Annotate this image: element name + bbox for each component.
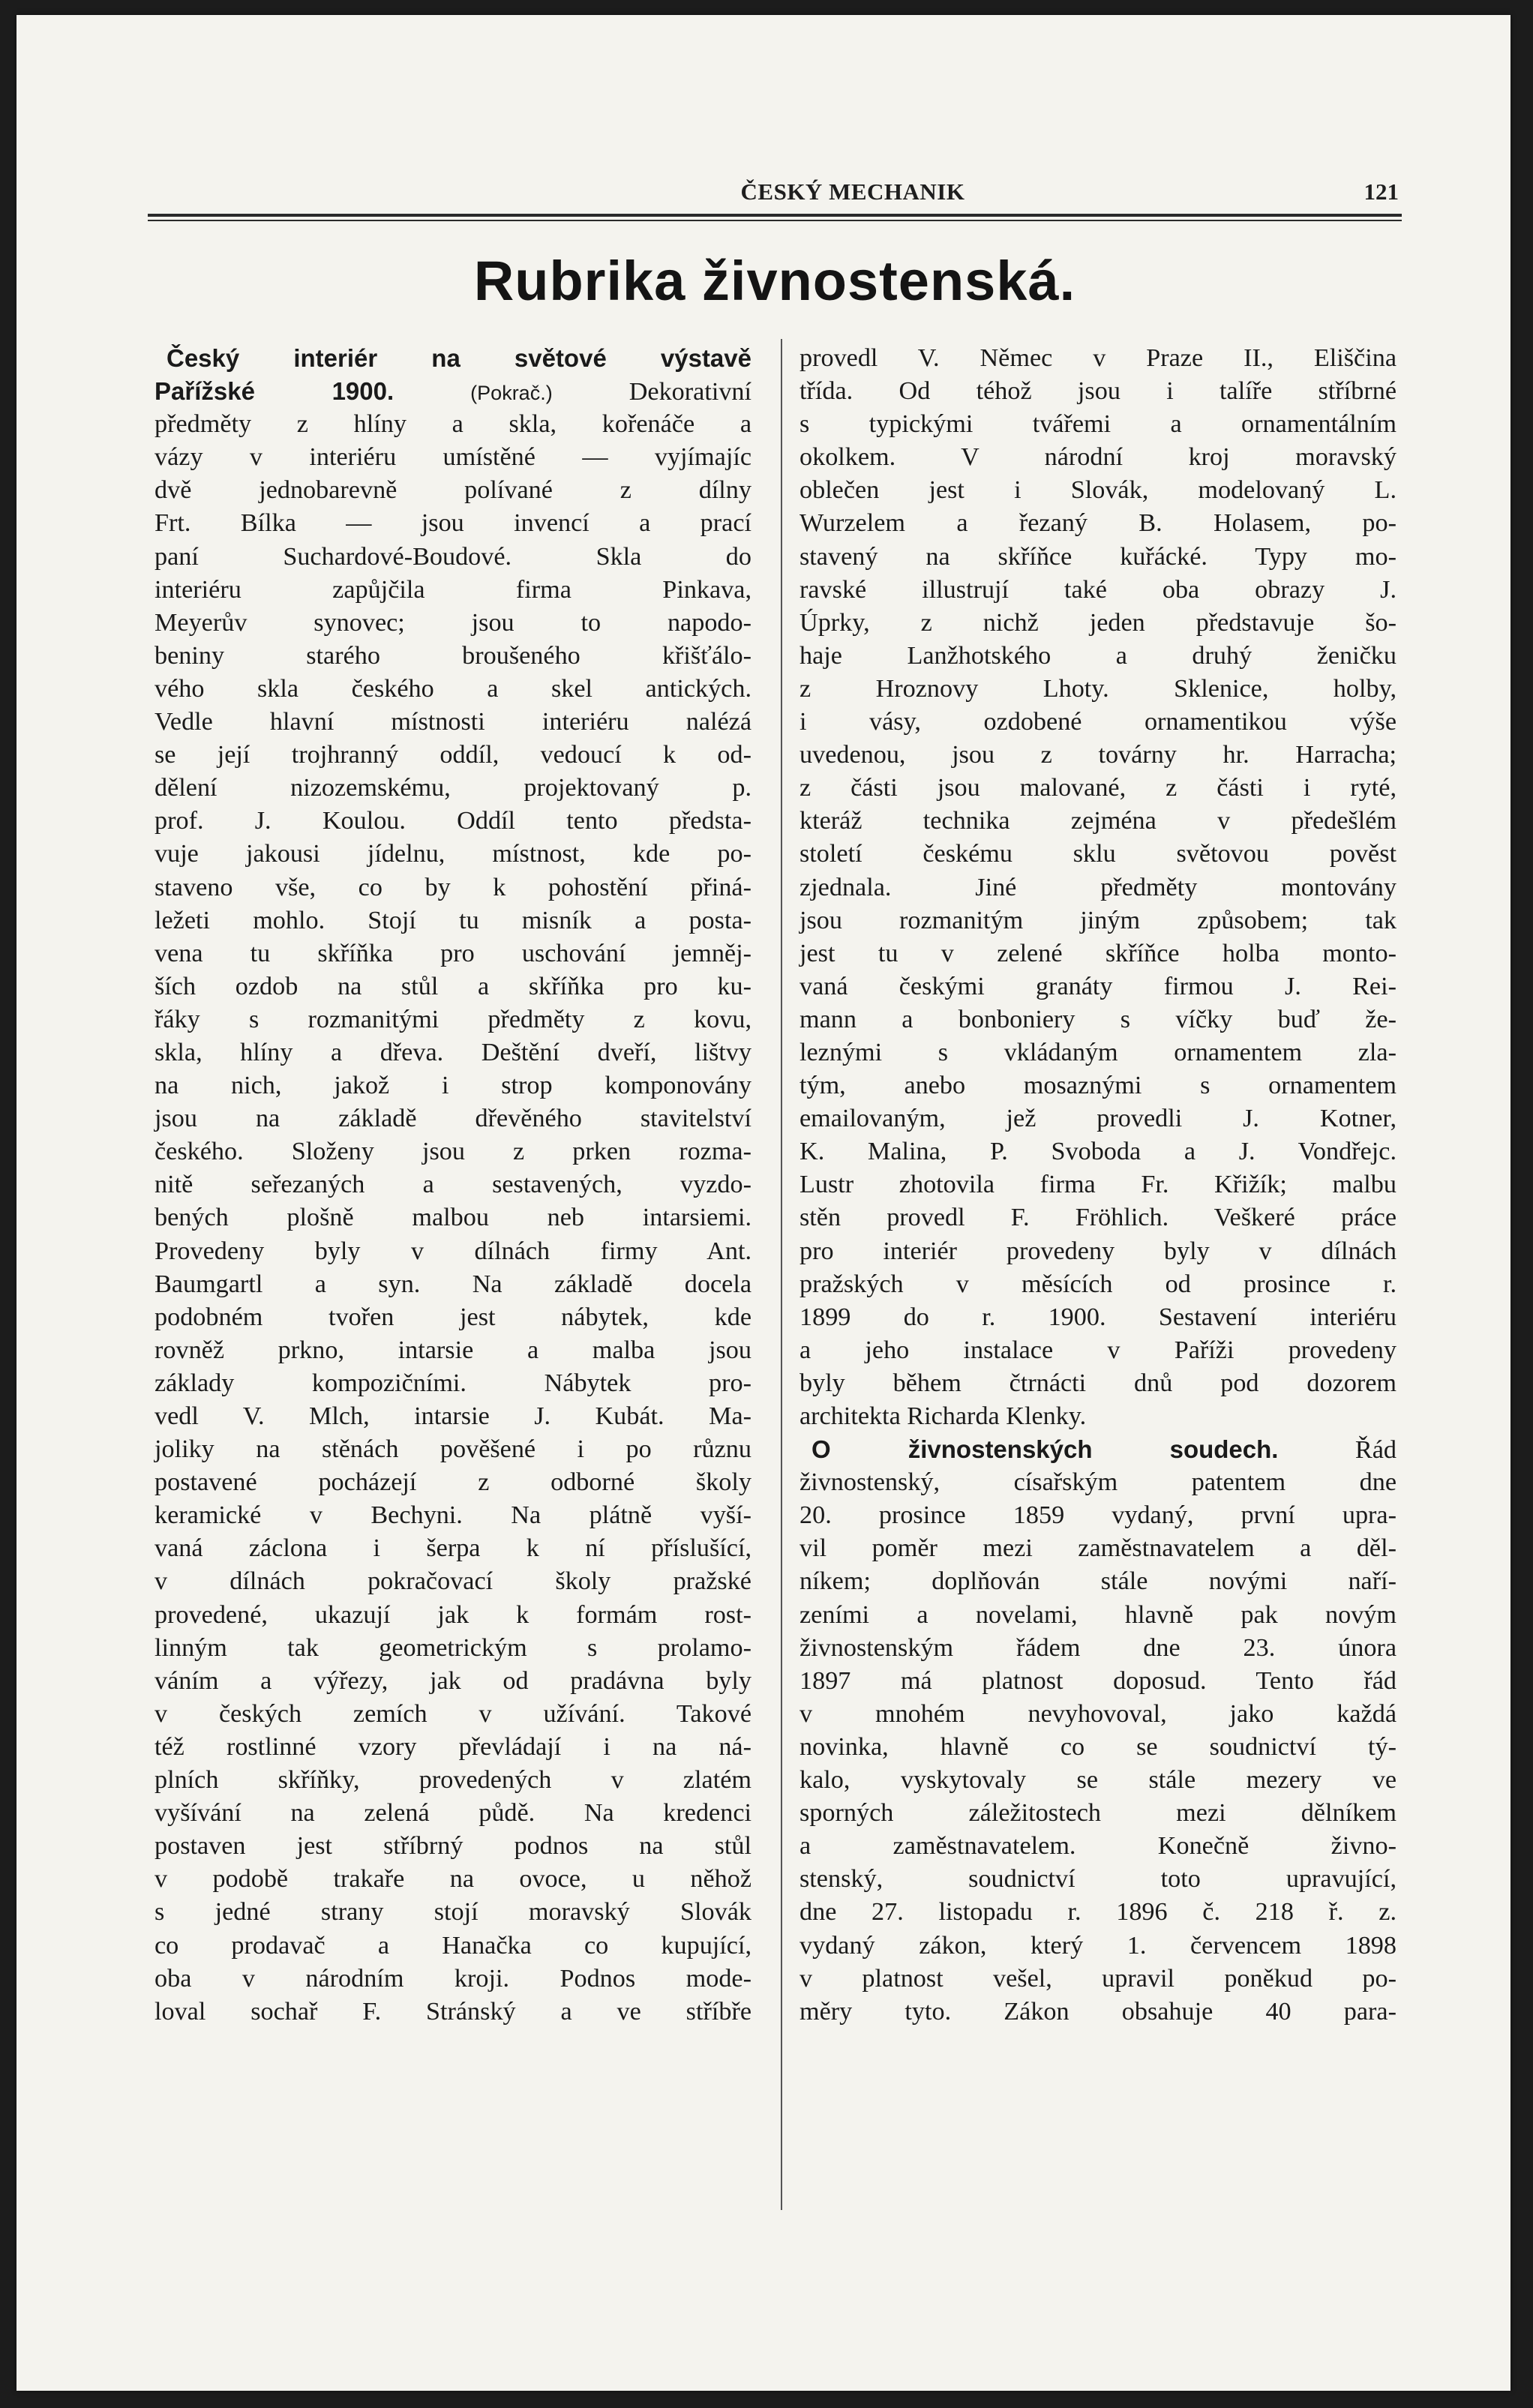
text-line: okolkem. V národní kroj moravský: [800, 443, 1396, 472]
text-line: oba v národním kroji. Podnos mode-: [154, 1964, 752, 1993]
text-line: loval sochař F. Stránský a ve stříbře: [154, 1997, 752, 2026]
text-line: Baumgartl a syn. Na základě docela: [154, 1270, 752, 1298]
text-line: se její trojhranný oddíl, vedoucí k od-: [154, 741, 752, 769]
text-line: Vedle hlavní místnosti interiéru nalézá: [154, 708, 752, 736]
text-line: 1899 do r. 1900. Sestavení interiéru: [800, 1303, 1396, 1331]
text-line: byly během čtrnácti dnů pod dozorem: [800, 1369, 1396, 1397]
text-line: vázy v interiéru umístěné — vyjímajíc: [154, 443, 752, 472]
article1-heading: Český interiér na světové výstavě: [166, 344, 752, 372]
text-line: řáky s rozmanitými předměty z kovu,: [154, 1005, 752, 1033]
text-line: století českému sklu světovou pověst: [800, 840, 1396, 868]
text-line: jsou na základě dřevěného stavitelství: [154, 1105, 752, 1133]
article1-heading-cont: Pařížské 1900.: [154, 377, 394, 406]
text-line: tým, anebo mosaznými s ornamentem: [800, 1072, 1396, 1100]
text-line: ších ozdob na stůl a skříňka pro ku-: [154, 972, 752, 1000]
article1-body-left: [154, 408, 752, 2029]
text-line: v mnohém nevyhovoval, jako každá: [800, 1699, 1396, 1728]
text-line: vaná záclona i šerpa k ní příslušící,: [154, 1534, 752, 1563]
text-line: v podobě trakaře na ovoce, u něhož: [154, 1865, 752, 1894]
text-line: dělení nizozemskému, projektovaný p.: [154, 774, 752, 802]
text-line: s typickými tvářemi a ornamentálním: [800, 410, 1396, 439]
article1-heading-line: [154, 342, 752, 375]
text-line: Frt. Bílka — jsou invencí a prací: [154, 509, 752, 538]
text-line: kalo, vyskytovaly se stále mezery ve: [800, 1766, 1396, 1795]
text-line: Úprky, z nichž jeden představuje šo-: [800, 608, 1396, 637]
text-line: jsou rozmanitým jiným způsobem; tak: [800, 906, 1396, 934]
right-column: [800, 342, 1396, 2217]
text-line: pražských v měsících od prosince r.: [800, 1270, 1396, 1298]
page-number: 121: [1364, 178, 1399, 205]
article1-body-right: [800, 342, 1396, 1433]
text-line: novinka, hlavně co se soudnictví tý-: [800, 1732, 1396, 1761]
text-line: z části jsou malované, z části i ryté,: [800, 774, 1396, 802]
text-line: váním a výřezy, jak od pradávna byly: [154, 1666, 752, 1695]
text-line: z Hroznovy Lhoty. Sklenice, holby,: [800, 674, 1396, 703]
text-line: joliky na stěnách pověšené i po různu: [154, 1435, 752, 1464]
text-line: vedl V. Mlch, intarsie J. Kubát. Ma-: [154, 1402, 752, 1430]
text-line: s jedné strany stojí moravský Slovák: [154, 1898, 752, 1927]
text-line: Lustr zhotovila firma Fr. Křižík; malbu: [800, 1171, 1396, 1199]
text-line: živnostenský, císařským patentem dne: [800, 1468, 1396, 1497]
text-line: interiéru zapůjčila firma Pinkava,: [154, 575, 752, 604]
text-line: Provedeny byly v dílnách firmy Ant.: [154, 1237, 752, 1265]
text-line: keramické v Bechyni. Na plátně vyší-: [154, 1501, 752, 1530]
text-line: rovněž prkno, intarsie a malba jsou: [154, 1336, 752, 1364]
text-line: pro interiér provedeny byly v dílnách: [800, 1237, 1396, 1265]
header-rule-thick: [148, 214, 1402, 217]
running-title: ČESKÝ MECHANIK: [740, 178, 965, 205]
text-line: českého. Složeny jsou z prken rozma-: [154, 1138, 752, 1166]
text-line: vého skla českého a skel antických.: [154, 674, 752, 703]
text-line: i vásy, ozdobené ornamentikou výše: [800, 708, 1396, 736]
text-line: dvě jednobarevně polívané z dílny: [154, 476, 752, 505]
text-line: bených plošně malbou neb intarsiemi.: [154, 1204, 752, 1232]
section-title: Rubrika živnostenská.: [473, 250, 1076, 312]
text-line: vaná českými granáty firmou J. Rei-: [800, 972, 1396, 1000]
text-line: podobném tvořen jest nábytek, kde: [154, 1303, 752, 1331]
text-line: dne 27. listopadu r. 1896 č. 218 ř. z.: [800, 1898, 1396, 1927]
text-line: základy kompozičními. Nábytek pro-: [154, 1369, 752, 1397]
article2-heading: O živnostenských soudech.: [812, 1435, 1279, 1464]
text-line: nitě seřezaných a sestavených, vyzdo-: [154, 1171, 752, 1199]
text-line: linným tak geometrickým s prolamo-: [154, 1633, 752, 1662]
page-header: [148, 178, 1402, 208]
text-fragment: Dekorativní: [552, 378, 752, 406]
text-line: stěn provedl F. Fröhlich. Veškeré práce: [800, 1204, 1396, 1232]
text-line: emailovaným, jež provedli J. Kotner,: [800, 1105, 1396, 1133]
text-line: v českých zemích v užívání. Takové: [154, 1699, 752, 1728]
text-line: též rostlinné vzory převládají i na ná-: [154, 1732, 752, 1761]
text-line: zjednala. Jiné předměty montovány: [800, 873, 1396, 901]
article1-heading-line: [154, 375, 752, 408]
text-line: vena tu skříňka pro uschování jemněj-: [154, 939, 752, 967]
text-line: Meyerův synovec; jsou to napodo-: [154, 608, 752, 637]
text-line: co prodavač a Hanačka co kupující,: [154, 1931, 752, 1960]
text-line: jest tu v zelené skříňce holba monto-: [800, 939, 1396, 967]
text-line: živnostenským řádem dne 23. února: [800, 1633, 1396, 1662]
text-line: prof. J. Koulou. Oddíl tento předsta-: [154, 807, 752, 835]
text-line: a jeho instalace v Paříži provedeny: [800, 1336, 1396, 1364]
text-line: vil poměr mezi zaměstnavatelem a děl-: [800, 1534, 1396, 1563]
text-line: vuje jakousi jídelnu, místnost, kde po-: [154, 840, 752, 868]
text-line: provedené, ukazují jak k formám rost-: [154, 1600, 752, 1629]
text-fragment: Řád: [1278, 1436, 1397, 1465]
text-line: leznými s vkládaným ornamentem zla-: [800, 1038, 1396, 1066]
text-line: 20. prosince 1859 vydaný, první upra-: [800, 1501, 1396, 1530]
text-line: uvedenou, jsou z továrny hr. Harracha;: [800, 741, 1396, 769]
text-line: staveno vše, co by k pohostění přiná-: [154, 873, 752, 901]
text-line: vyšívání na zelená půdě. Na kredenci: [154, 1799, 752, 1828]
text-line: třída. Od téhož jsou i talíře stříbrné: [800, 377, 1396, 406]
text-line: stavený na skříňce kuřácké. Typy mo-: [800, 542, 1396, 571]
text-line: K. Malina, P. Svoboda a J. Vondřejc.: [800, 1138, 1396, 1166]
text-line: níkem; doplňován stále novými naří-: [800, 1567, 1396, 1596]
text-line: v dílnách pokračovací školy pražské: [154, 1567, 752, 1596]
text-line: postavené pocházejí z odborné školy: [154, 1468, 752, 1497]
text-line: na nich, jakož i strop komponovány: [154, 1072, 752, 1100]
text-line: měry tyto. Zákon obsahuje 40 para-: [800, 1997, 1396, 2026]
text-line: ležeti mohlo. Stojí tu misník a posta-: [154, 906, 752, 934]
text-line: paní Suchardové-Boudové. Skla do: [154, 542, 752, 571]
text-line: oblečen jest i Slovák, modelovaný L.: [800, 476, 1396, 505]
text-line: beniny starého broušeného křišťálo-: [154, 641, 752, 670]
text-line: 1897 má platnost doposud. Tento řád: [800, 1666, 1396, 1695]
text-line: zeními a novelami, hlavně pak novým: [800, 1600, 1396, 1629]
text-line: předměty z hlíny a skla, kořenáče a: [154, 410, 752, 439]
text-line: skla, hlíny a dřeva. Deštění dveří, lištvy: [154, 1038, 752, 1066]
text-line: provedl V. Němec v Praze II., Eliščina: [800, 344, 1396, 372]
header-rule-thin: [148, 220, 1402, 221]
text-line: stenský, soudnictví toto upravující,: [800, 1865, 1396, 1894]
text-line: kteráž technika zejména v předešlém: [800, 807, 1396, 835]
text-line: v platnost vešel, upravil poněkud po-: [800, 1964, 1396, 1993]
text-line: haje Lanžhotského a druhý ženičku: [800, 641, 1396, 670]
text-line: postaven jest stříbrný podnos na stůl: [154, 1832, 752, 1861]
text-line: vydaný zákon, který 1. červencem 1898: [800, 1931, 1396, 1960]
article2-body: [800, 1466, 1396, 2029]
text-line: ravské illustrují také oba obrazy J.: [800, 575, 1396, 604]
text-line: architekta Richarda Klenky.: [800, 1402, 1087, 1430]
column-divider: [781, 339, 782, 2210]
page: [16, 15, 1510, 2391]
text-line: Wurzelem a řezaný B. Holasem, po-: [800, 509, 1396, 538]
text-line: plních skříňky, provedených v zlatém: [154, 1766, 752, 1795]
text-line: sporných záležitostech mezi dělníkem: [800, 1799, 1396, 1828]
article2-heading-line: [800, 1433, 1396, 1466]
left-column: [154, 342, 752, 2217]
continued-note: (Pokrač.): [470, 382, 553, 405]
text-line: mann a bonboniery s víčky buď že-: [800, 1005, 1396, 1033]
text-line: a zaměstnavatelem. Konečně živno-: [800, 1832, 1396, 1861]
